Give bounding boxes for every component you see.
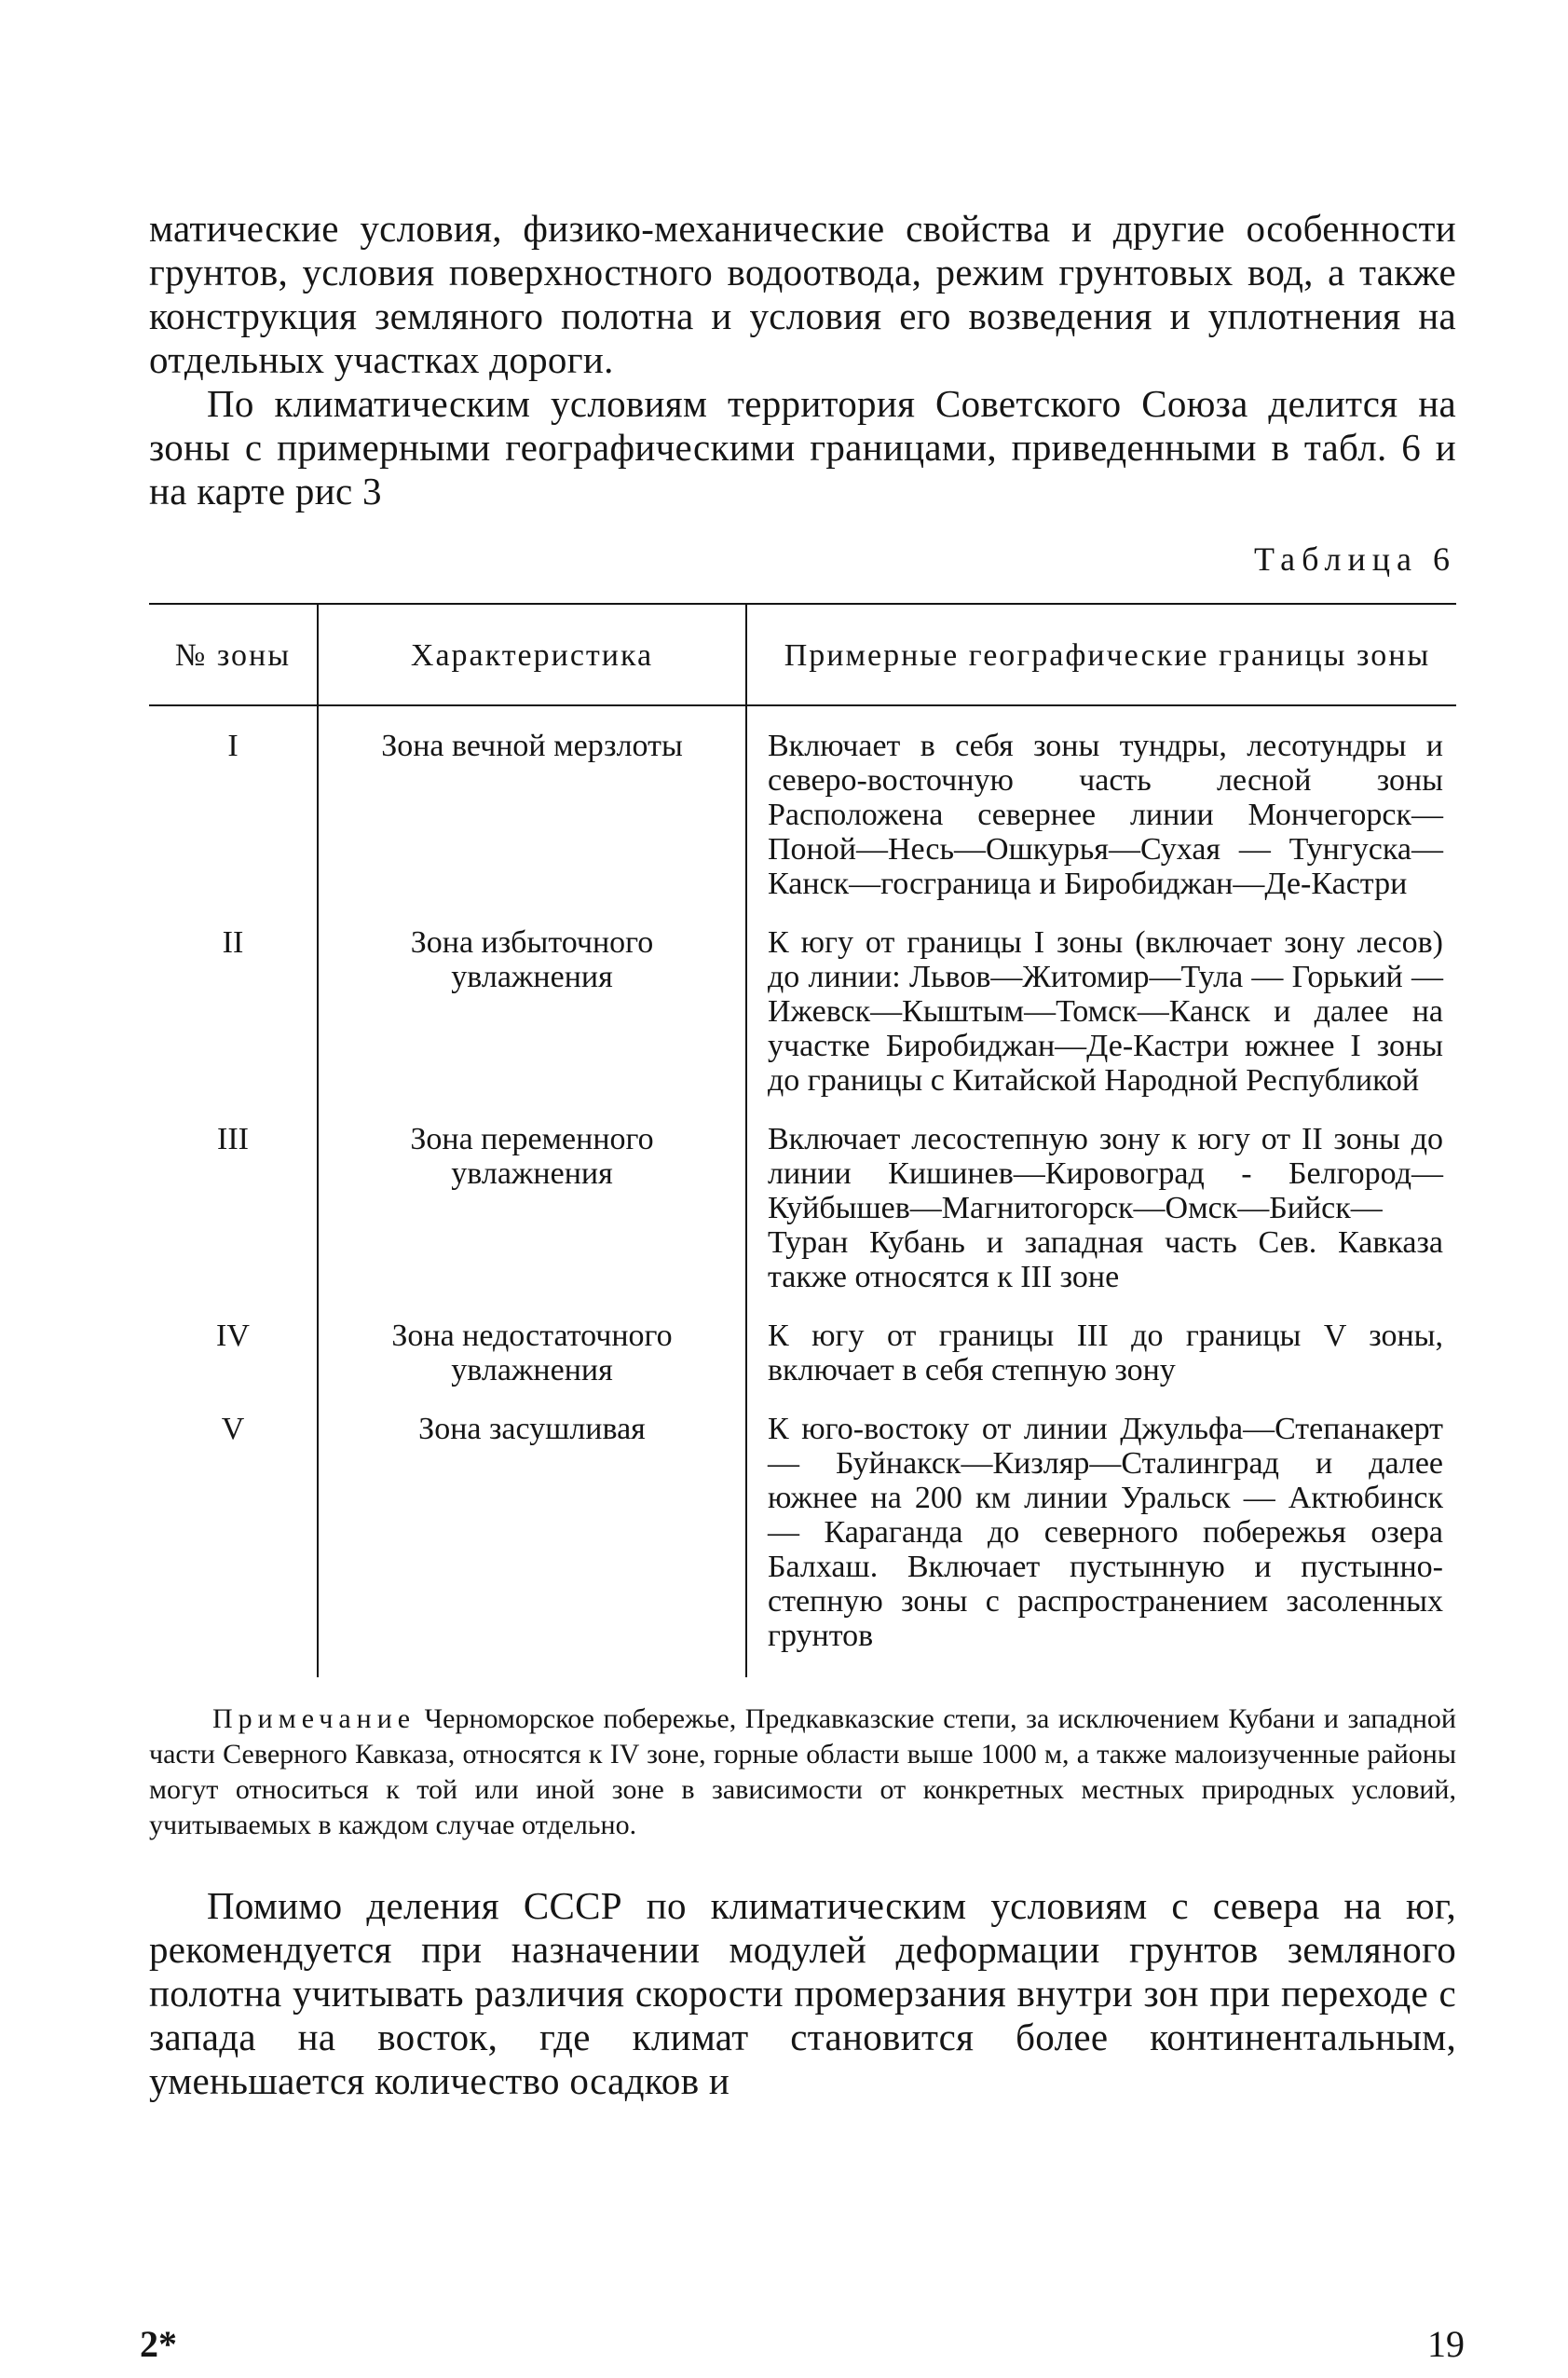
- page-number: 19: [1427, 2323, 1465, 2365]
- document-page: [149, 207, 1456, 2103]
- signature-mark: 2*: [140, 2323, 177, 2365]
- note-text: Черноморское побережье, Предкавказские степи, за исключением Кубани и западной части Северного Кавказа, относятся к IV зоне, горные области выше 1000 м, а также малоизученные районы могут относиться к той или иной зоне в зависимости от конкретных местных природных условий, учитываемых в каждом случае отдельно.: [149, 1703, 1456, 1840]
- zone-characteristic: Зона засушливая: [318, 1402, 746, 1677]
- zone-characteristic: Зона вечной мерзлоты: [318, 705, 746, 916]
- zone-boundaries: К юго-востоку от линии Джульфа—Степанакерт— Буйнакск—Кизляр—Сталинград и далее южнее на 200 км линии Уральск — Актюбинск — Караганда до северного побережья озера Балхаш. Включает пустынную и пустынно-степную зоны с распространением засоленных грунтов: [746, 1402, 1456, 1677]
- note-label: Примечание: [212, 1703, 416, 1734]
- zones-table: [149, 603, 1456, 1677]
- table-note: [149, 1702, 1456, 1843]
- header-characteristic: Характеристика: [318, 604, 746, 705]
- table-row: [149, 916, 1456, 1113]
- table-caption: Таблица 6: [1254, 540, 1456, 578]
- table-row: [149, 1309, 1456, 1402]
- table-row: [149, 705, 1456, 916]
- zone-boundaries: Включает лесостепную зону к югу от II зоны до линии Кишинев—Кировоград - Белгород—Куйбышев—Магнитогорск—Омск—Бийск—Туран Кубань и западная часть Сев. Кавказа также относятся к III зоне: [746, 1113, 1456, 1309]
- zone-number: I: [227, 729, 239, 763]
- zone-number: III: [217, 1122, 249, 1156]
- table-row: [149, 1113, 1456, 1309]
- final-paragraph: Помимо деления СССР по климатическим условиям с севера на юг, рекомендуется при назначении модулей деформации грунтов земляного полотна учитывать различия скорости промерзания внутри зон при переходе с запада на восток, где климат становится более континентальным, уменьшается количество осадков и: [149, 1884, 1456, 2102]
- table-header-row: [149, 604, 1456, 705]
- page-footer: [140, 2322, 1465, 2366]
- zone-number: V: [221, 1412, 245, 1446]
- zone-number: IV: [216, 1319, 250, 1353]
- header-zone-no: № зоны: [149, 604, 318, 705]
- zone-number: II: [222, 925, 244, 960]
- zone-boundaries: К югу от границы III до границы V зоны, включает в себя степную зону: [746, 1309, 1456, 1402]
- zone-boundaries: Включает в себя зоны тундры, лесотундры и северо-восточную часть лесной зоны Расположена севернее линии Мончегорск—Поной—Несь—Ошкурья—Сухая — Тунгуска—Канск—госграница и Биробиджан—Де-Кастри: [746, 705, 1456, 916]
- table-row: [149, 1402, 1456, 1677]
- zone-boundaries: К югу от границы I зоны (включает зону лесов) до линии: Львов—Житомир—Тула — Горький — Ижевск—Кыштым—Томск—Канск и далее на участке Биробиджан—Де-Кастри южнее I зоны до границы с Китайской Народной Республикой: [746, 916, 1456, 1113]
- intro-paragraph: матические условия, физико-механические свойства и другие особенности грунтов, условия поверхностного водоотвода, режим грунтовых вод, а также конструкция земляного полотна и условия его возведения и уплотнения на отдельных участках дороги.: [149, 207, 1456, 381]
- zone-characteristic: Зона переменного увлажнения: [318, 1113, 746, 1309]
- zone-characteristic: Зона избыточного увлажнения: [318, 916, 746, 1113]
- zones-intro-paragraph: По климатическим условиям территория Советского Союза делится на зоны с примерными географическими границами, приведенными в табл. 6 и на карте рис 3: [149, 382, 1456, 512]
- zone-characteristic: Зона недостаточного увлажнения: [318, 1309, 746, 1402]
- header-boundaries: Примерные географические границы зоны: [746, 604, 1456, 705]
